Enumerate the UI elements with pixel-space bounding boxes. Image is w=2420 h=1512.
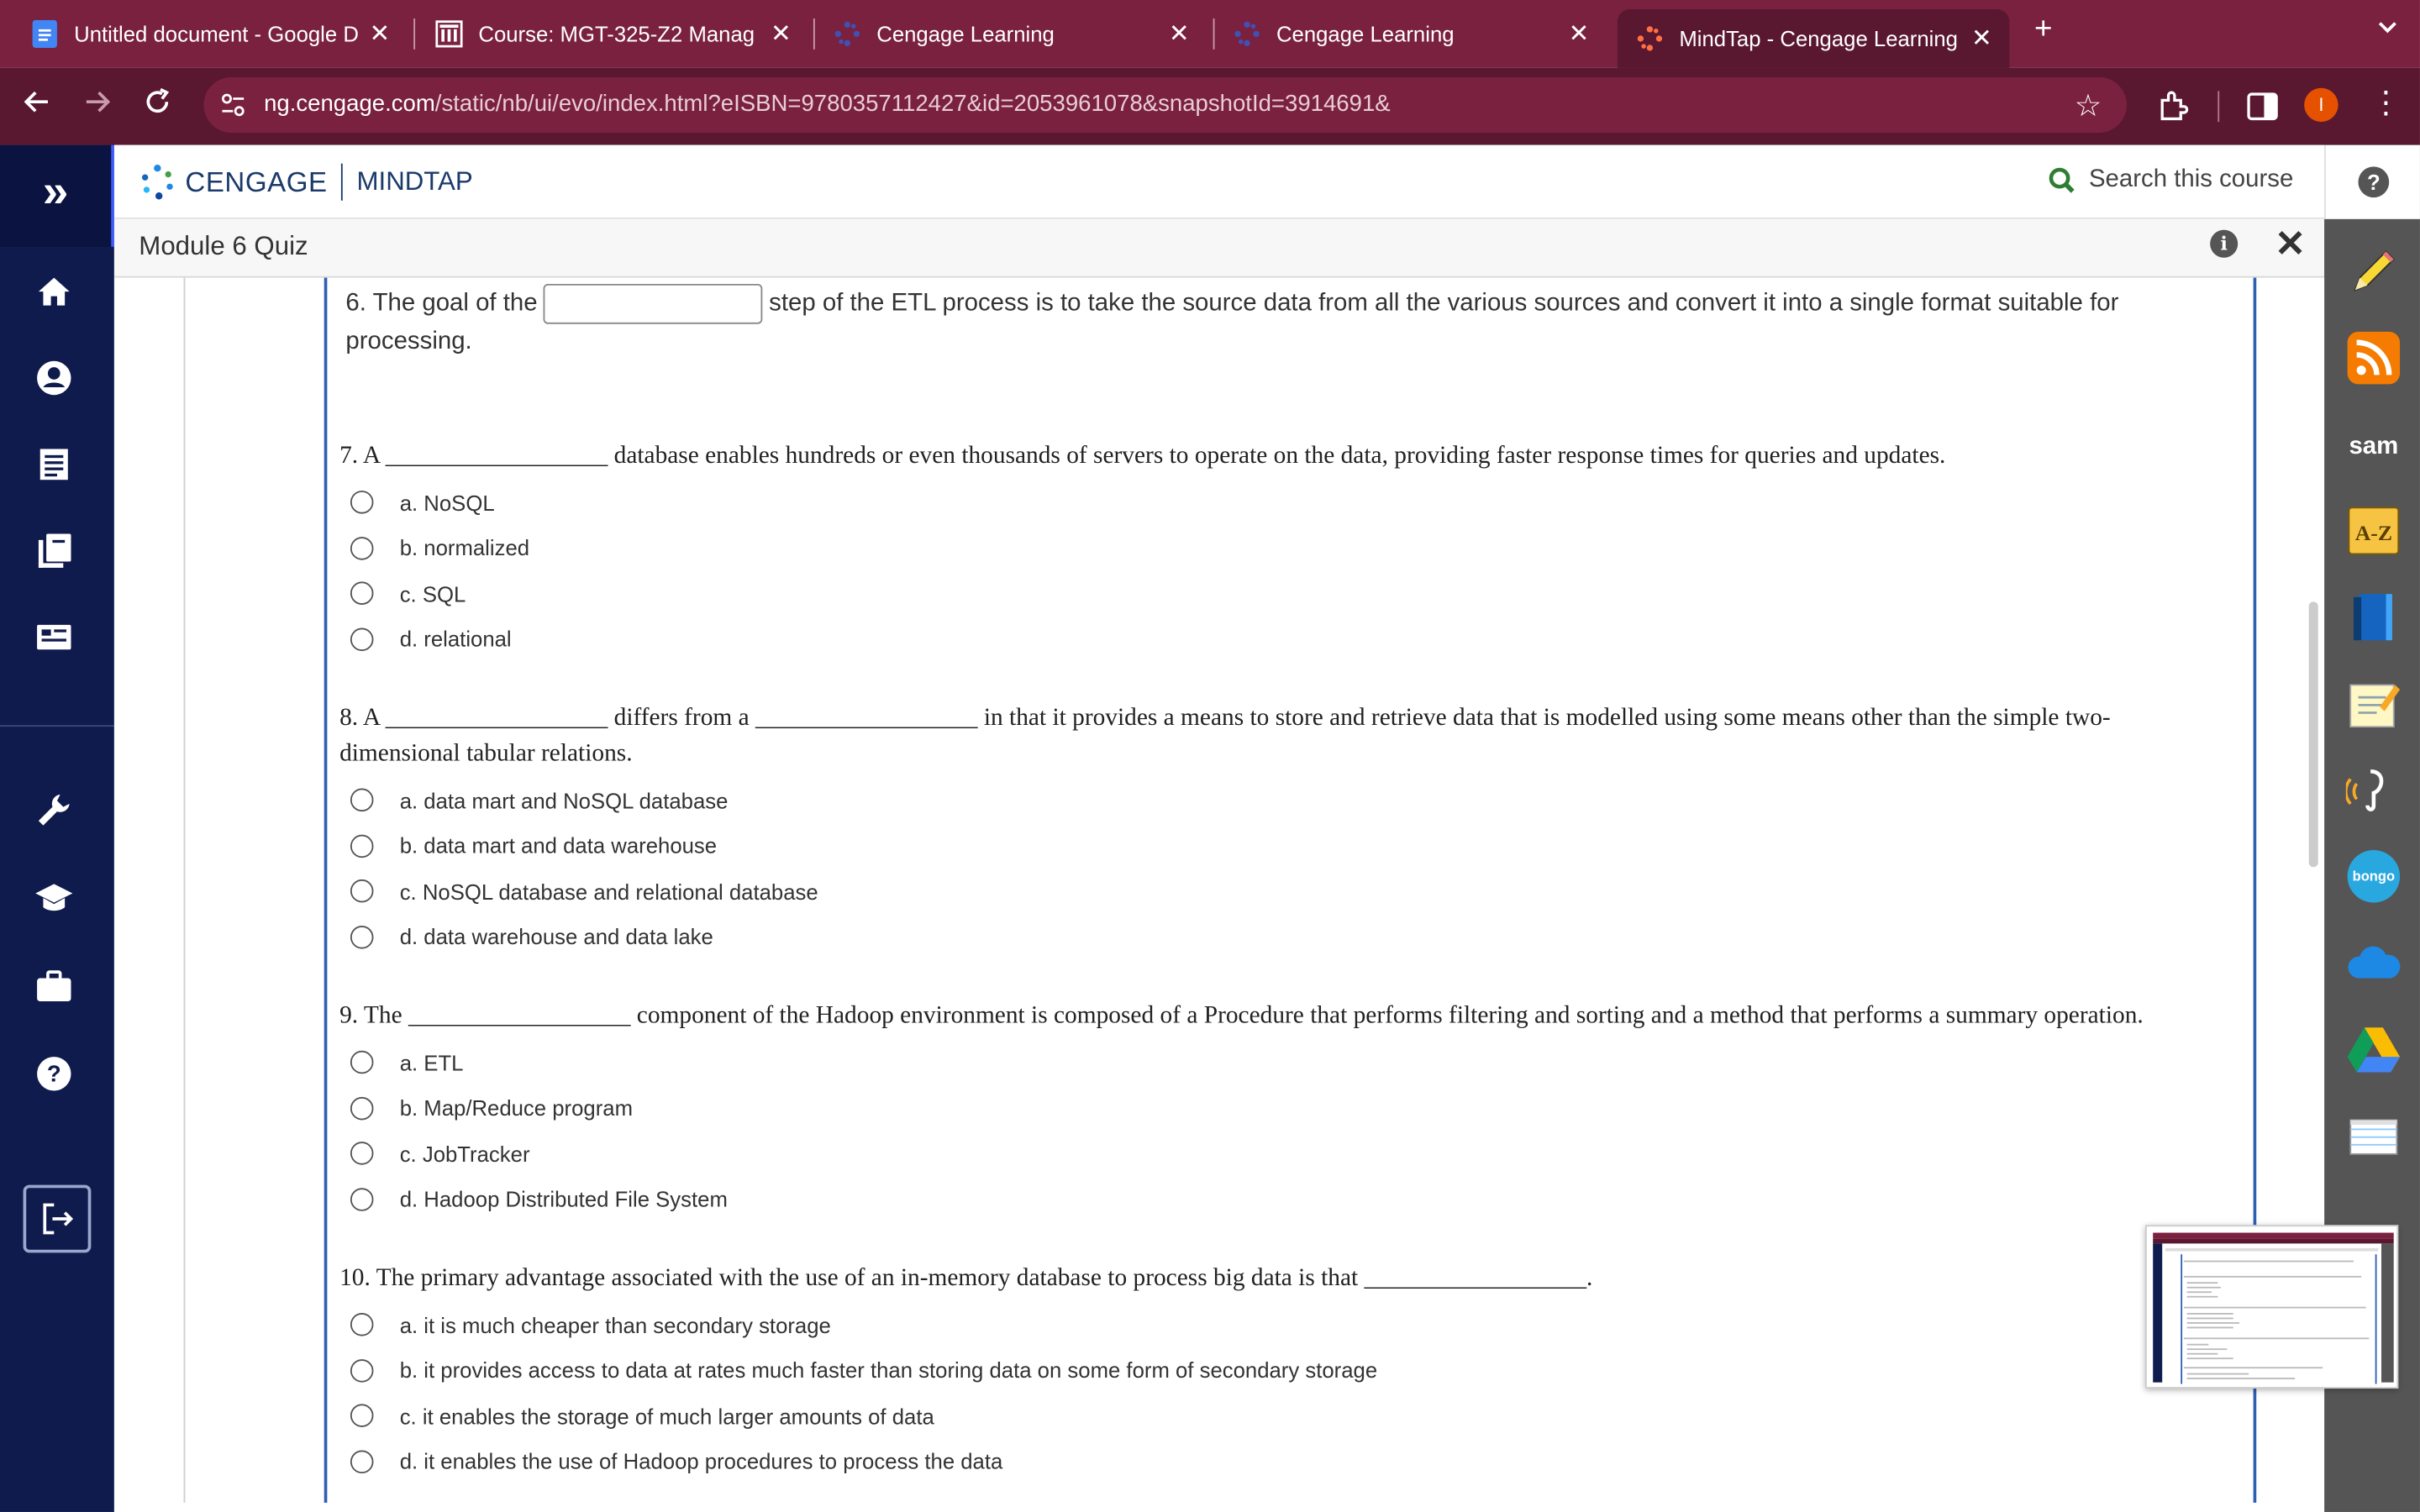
tab-title: MindTap - Cengage Learning: [1679, 26, 1958, 51]
radio-button[interactable]: [350, 1313, 374, 1336]
arrow-left-icon: [22, 87, 53, 118]
tab-separator: [413, 18, 415, 50]
option-label: c. SQL: [399, 580, 466, 606]
reload-icon: [142, 87, 173, 118]
quiz-content: [114, 278, 2324, 1512]
option-label: c. NoSQL database and relational database: [399, 879, 818, 904]
graduation-cap-icon[interactable]: [34, 878, 74, 918]
course-search[interactable]: [2049, 166, 2293, 194]
tab-close-icon[interactable]: ✕: [1168, 21, 1190, 48]
radio-button[interactable]: [350, 1051, 374, 1074]
browser-toolbar: [0, 68, 2420, 145]
radio-button[interactable]: [350, 582, 374, 606]
ebook-icon[interactable]: [2346, 590, 2402, 645]
question-stem: 7. A __________________ database enables hundreds or even thousands of servers to operate on the data, providing faster response times for queries and updates.: [339, 443, 1946, 470]
question-stem: 10. The primary advantage associated with the use of an in-memory database to process big data is that __________________.: [339, 1265, 1593, 1292]
search-label: Search this course: [2088, 166, 2294, 193]
svg-text:A-Z: A-Z: [2354, 520, 2392, 545]
answer-option[interactable]: [350, 617, 2223, 662]
screenshot-preview-image: [2147, 1226, 2400, 1390]
radio-button[interactable]: [350, 789, 374, 812]
question-stem: 8. A __________________ differs from a __________________ in that it provides a means to store and retrieve data that is modelled using some means other than the simple two-dimensional tabular relations.: [339, 705, 2111, 767]
option-label: d. it enables the use of Hadoop procedures to process the data: [399, 1449, 1003, 1474]
product-name: MINDTAP: [356, 166, 473, 197]
quiz-panel: [324, 278, 2257, 1503]
svg-text:bongo: bongo: [2352, 868, 2396, 885]
exit-icon: [39, 1200, 76, 1237]
logo-divider: [341, 164, 343, 201]
tab-close-icon[interactable]: ✕: [1971, 26, 1992, 53]
question-stem: 9. The __________________ component of the Hadoop environment is composed of a Procedure that performs filtering and sorting and a method that performs a summary operation.: [339, 1002, 2144, 1030]
question-6: [345, 284, 2166, 361]
radio-button[interactable]: [350, 1404, 374, 1428]
question-10: [339, 1261, 2223, 1484]
side-panel-icon[interactable]: [2245, 90, 2279, 123]
answer-option[interactable]: [350, 525, 2223, 570]
answer-options: [339, 1302, 2223, 1484]
profile-avatar[interactable]: I: [2304, 88, 2338, 122]
wrench-icon[interactable]: [34, 790, 74, 830]
answer-option[interactable]: [350, 1347, 2223, 1393]
url-path: /static/nb/ui/evo/index.html?eISBN=9780357112427&id=2053961078&snapshotId=3914691&: [434, 91, 1391, 118]
notes-icon[interactable]: [34, 444, 74, 485]
content-scrollbar[interactable]: [2309, 601, 2318, 867]
answer-option[interactable]: [350, 914, 2223, 959]
option-label: c. it enables the storage of much larger amounts of data: [399, 1403, 934, 1429]
sam-icon[interactable]: [2346, 417, 2402, 472]
search-icon: [2049, 166, 2076, 194]
onedrive-icon[interactable]: [2346, 935, 2402, 990]
question-6-text-before: 6. The goal of the: [345, 290, 538, 317]
flashcards-icon[interactable]: [2346, 1108, 2402, 1163]
radio-button[interactable]: [350, 537, 374, 560]
question-6-answer-input[interactable]: [544, 284, 763, 324]
option-label: a. it is much cheaper than secondary storage: [399, 1312, 831, 1337]
gradebook-icon[interactable]: [34, 617, 74, 658]
browser-menu-icon[interactable]: ⋮: [2370, 86, 2402, 121]
answer-options: [339, 778, 2223, 960]
forward-button[interactable]: [77, 87, 118, 127]
radio-button[interactable]: [350, 627, 374, 651]
answer-option[interactable]: [350, 1131, 2223, 1176]
bongo-icon[interactable]: [2346, 848, 2402, 904]
cengage-mindtap-logo[interactable]: [139, 164, 472, 201]
option-label: c. JobTracker: [399, 1141, 530, 1167]
option-label: b. Map/Reduce program: [399, 1095, 633, 1121]
briefcase-icon[interactable]: [34, 966, 74, 1006]
radio-button[interactable]: [350, 879, 374, 903]
address-bar[interactable]: [203, 77, 2127, 133]
books-icon[interactable]: [34, 531, 74, 571]
chevron-down-icon: [2377, 15, 2399, 37]
answer-options: [339, 480, 2223, 662]
new-tab-button[interactable]: +: [2034, 12, 2053, 47]
mindtap-icon: [1636, 24, 1664, 52]
option-label: d. Hadoop Distributed File System: [399, 1186, 728, 1212]
cengage-icon: [1234, 20, 1261, 48]
url-text: [264, 91, 1391, 117]
app-header: [114, 145, 2324, 219]
rail-divider: [0, 725, 114, 727]
tab-cengage-2[interactable]: [1214, 9, 1607, 59]
browser-tab-bar: [0, 0, 2420, 68]
answer-option[interactable]: [350, 571, 2223, 617]
cengage-icon: [834, 20, 861, 48]
tab-mindtap[interactable]: [1618, 9, 2010, 68]
cengage-logo-icon: [139, 164, 176, 201]
institution-icon: [435, 20, 463, 48]
answer-options: [339, 1040, 2223, 1222]
account-icon[interactable]: [34, 358, 74, 398]
tab-title: Course: MGT-325-Z2 Manag: [478, 21, 755, 47]
page-title: Module 6 Quiz: [139, 231, 308, 261]
radio-button[interactable]: [350, 1096, 374, 1120]
notes-app-icon[interactable]: [2346, 675, 2402, 731]
question-6-text-after: step of the ETL process is to take the source data from all the various sources and convert it into a single format suitable for processing.: [345, 290, 2119, 355]
tab-cengage-1[interactable]: [815, 9, 1207, 59]
tab-close-icon[interactable]: ✕: [369, 21, 391, 48]
answer-option[interactable]: [350, 1176, 2223, 1221]
answer-option[interactable]: [350, 1085, 2223, 1131]
answer-option[interactable]: [350, 480, 2223, 525]
info-icon[interactable]: i: [2210, 230, 2238, 258]
answer-option[interactable]: [350, 823, 2223, 869]
tab-title: Cengage Learning: [876, 21, 1055, 47]
radio-button[interactable]: [350, 1188, 374, 1211]
answer-option[interactable]: [350, 1040, 2223, 1085]
tab-close-icon[interactable]: ✕: [1568, 21, 1590, 48]
option-label: b. data mart and data warehouse: [399, 833, 718, 858]
help-icon[interactable]: [34, 1053, 74, 1094]
radio-button[interactable]: [350, 834, 374, 858]
radio-button[interactable]: [350, 491, 374, 515]
back-button[interactable]: [17, 87, 57, 127]
url-host: ng.cengage.com: [264, 91, 435, 118]
help-button[interactable]: [2324, 145, 2420, 219]
svg-text:sam: sam: [2349, 431, 2399, 459]
screenshot-preview-thumbnail[interactable]: [2145, 1225, 2398, 1389]
bookmark-star-icon[interactable]: ☆: [2074, 89, 2102, 123]
arrow-right-icon: [82, 87, 113, 118]
option-label: b. normalized: [399, 535, 530, 561]
rss-icon[interactable]: [2346, 330, 2402, 386]
answer-option[interactable]: [350, 1394, 2223, 1439]
tab-search-button[interactable]: [2370, 15, 2404, 49]
tab-close-icon[interactable]: ✕: [771, 21, 792, 48]
option-label: d. data warehouse and data lake: [399, 924, 713, 950]
reload-button[interactable]: [137, 87, 177, 127]
question-8: [339, 701, 2223, 960]
option-label: a. ETL: [399, 1050, 464, 1075]
option-label: a. data mart and NoSQL database: [399, 788, 729, 813]
question-9: [339, 998, 2223, 1221]
answer-option[interactable]: [350, 1439, 2223, 1484]
activity-title-bar: [114, 219, 2324, 278]
exit-button[interactable]: [24, 1185, 92, 1253]
radio-button[interactable]: [350, 1142, 374, 1166]
radio-button[interactable]: [350, 1450, 374, 1473]
google-drive-icon[interactable]: [2346, 1021, 2402, 1077]
svg-text:?: ?: [46, 1060, 61, 1087]
radio-button[interactable]: [350, 926, 374, 949]
brand-name: CENGAGE: [185, 165, 328, 197]
google-docs-icon: [31, 20, 59, 48]
expand-nav-button[interactable]: »: [0, 145, 114, 247]
readspeaker-icon[interactable]: [2346, 762, 2402, 817]
close-activity-button[interactable]: ✕: [2275, 223, 2307, 265]
option-label: b. it provides access to data at rates much faster than storing data on some form of secondary storage: [399, 1357, 1378, 1383]
extensions-icon[interactable]: [2156, 90, 2190, 123]
content-margin-line: [184, 278, 186, 1503]
answer-option[interactable]: [350, 869, 2223, 914]
answer-option[interactable]: [350, 1302, 2223, 1347]
tab-title: Cengage Learning: [1276, 21, 1455, 47]
tab-course[interactable]: [417, 9, 809, 59]
pencil-icon[interactable]: [2346, 244, 2402, 299]
left-nav-rail: [0, 145, 114, 1512]
option-label: d. relational: [399, 627, 512, 652]
tab-google-docs[interactable]: [13, 9, 408, 59]
radio-button[interactable]: [350, 1359, 374, 1383]
option-label: a. NoSQL: [399, 490, 495, 515]
help-icon: ?: [2358, 166, 2389, 197]
tab-title: Untitled document - Google D: [74, 21, 359, 47]
site-settings-icon[interactable]: [219, 91, 247, 118]
question-7: [339, 438, 2223, 662]
home-icon[interactable]: [34, 271, 74, 312]
glossary-az-icon[interactable]: [2346, 503, 2402, 559]
toolbar-divider: [2217, 91, 2219, 122]
answer-option[interactable]: [350, 778, 2223, 823]
